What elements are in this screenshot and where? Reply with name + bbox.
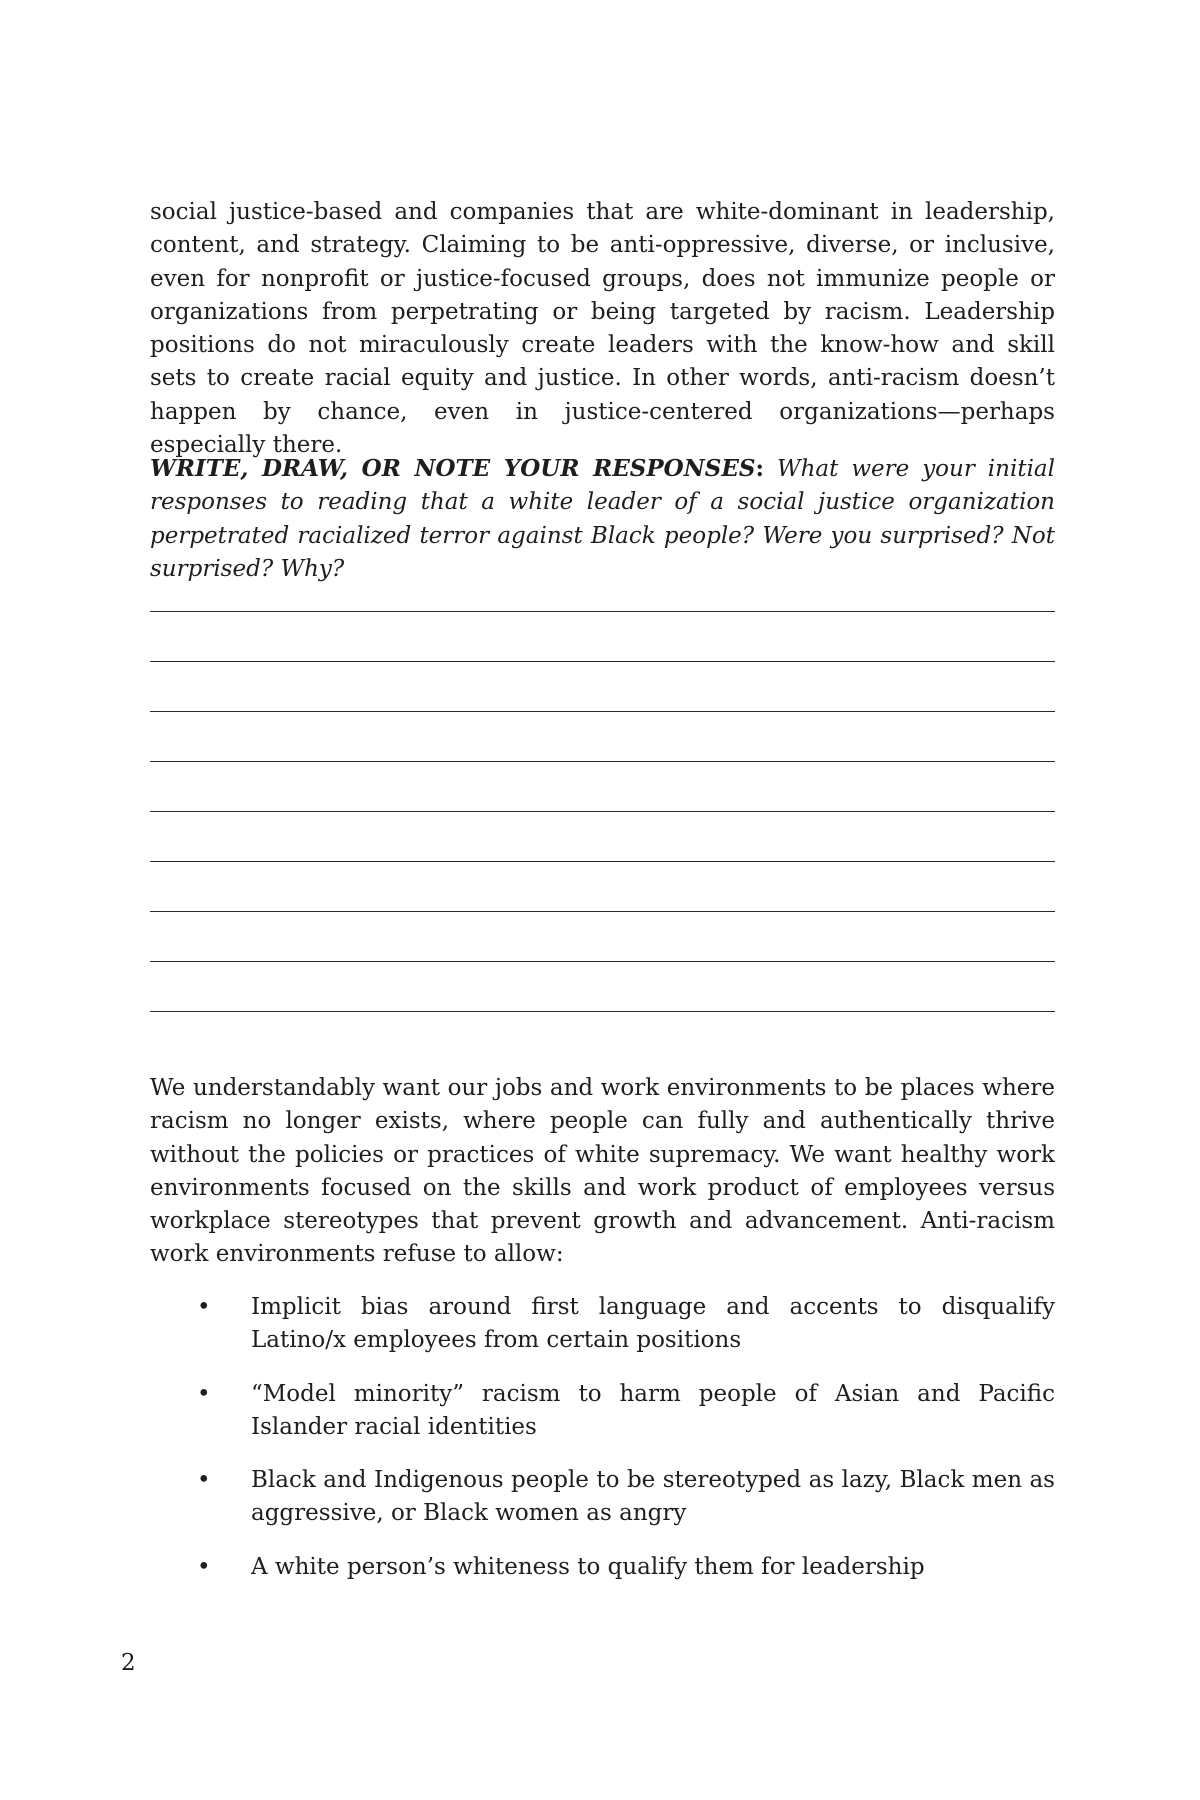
list-item-text: “Model minority” racism to harm people of Asian and Pacific Islander racial identities xyxy=(251,1380,1055,1440)
bullet-icon: • xyxy=(197,1380,211,1407)
response-line[interactable] xyxy=(150,811,1055,812)
list-item xyxy=(150,1378,1055,1445)
bullet-icon: • xyxy=(197,1294,211,1320)
response-line[interactable] xyxy=(150,961,1055,962)
list-item xyxy=(150,1551,1055,1584)
response-line[interactable] xyxy=(150,861,1055,862)
response-line[interactable] xyxy=(150,911,1055,912)
reflection-prompt-colon: : xyxy=(755,455,764,482)
list-item-text: A white person’s whiteness to qualify them for leadership xyxy=(251,1553,925,1580)
list-item-text: Implicit bias around first language and accents to disqualify Latino/x employees from certain positions xyxy=(251,1294,1055,1354)
bullet-icon: • xyxy=(197,1467,211,1494)
response-line[interactable] xyxy=(150,661,1055,662)
response-line[interactable] xyxy=(150,711,1055,712)
response-lines[interactable] xyxy=(150,611,1055,1061)
page-number: 2 xyxy=(121,1650,136,1676)
body-paragraph-opening: social justice-based and companies that are white-dominant in leadership, content, and strategy. Claiming to be anti-oppressive, diverse, or inclusive, even for nonprofit or justice-focused groups, does not immunize people or organizations from perpetrating or being targeted by racism. Leadership positions do not miraculously create leaders with the know-how and skill sets to create racial equity and justice. In other words, anti-racism doesn’t happen by chance, even in justice-centered organizations—perhaps especially there. xyxy=(150,199,1055,459)
list-item xyxy=(150,1464,1055,1531)
bullet-list xyxy=(150,1291,1055,1604)
list-item xyxy=(150,1291,1055,1358)
body-paragraph-work-environments: We understandably want our jobs and work environments to be places where racism no longer exists, where people can fully and authentically thrive without the policies or practices of white supremacy. We want healthy work environments focused on the skills and work product of employees versus workplace stereotypes that prevent growth and advancement. Anti-racism work environments refuse to allow: xyxy=(150,1075,1055,1268)
list-item-text: Black and Indigenous people to be stereotyped as lazy, Black men as aggressive, or Black women as angry xyxy=(251,1467,1055,1527)
response-line[interactable] xyxy=(150,611,1055,612)
reflection-prompt-question: What were your initial responses to reading that a white leader of a social justice organization perpetrated racialized terror against Black people? Were you surprised? Not surprised? Why? xyxy=(150,456,1055,582)
reflection-prompt-heading: WRITE, DRAW, OR NOTE YOUR RESPONSES xyxy=(150,455,756,482)
reflection-prompt xyxy=(150,452,1055,586)
response-line[interactable] xyxy=(150,1011,1055,1012)
response-line[interactable] xyxy=(150,761,1055,762)
bullet-icon: • xyxy=(197,1553,211,1580)
